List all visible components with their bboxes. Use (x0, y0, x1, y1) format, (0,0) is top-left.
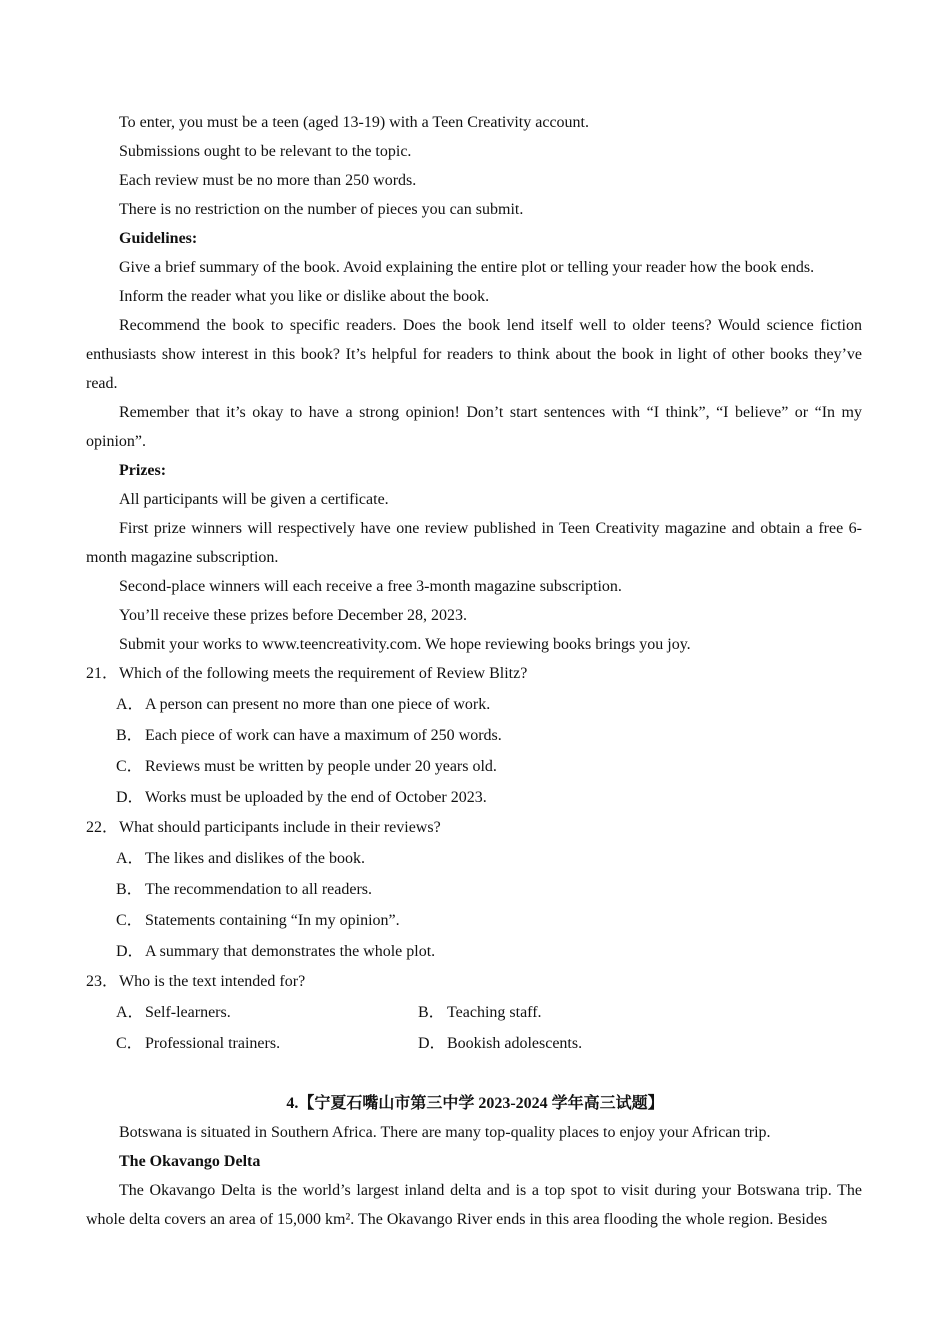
option-item (116, 726, 502, 746)
option-label: C． (116, 758, 143, 775)
option-item (116, 849, 365, 869)
prize-paragraph-text: First prize winners will respectively have one review published in Teen Creativity magazine and obtain a free 6-month magazine subscription. (86, 520, 862, 566)
prizes-heading: Prizes: (119, 462, 167, 479)
option-text: A summary that demonstrates the whole plot. (145, 943, 436, 960)
guideline-paragraph (86, 311, 862, 398)
option-label: C． (116, 1035, 143, 1052)
option-text: Statements containing “In my opinion”. (145, 912, 400, 929)
question-number: 23． (86, 973, 119, 990)
option-item (116, 788, 487, 808)
option-item (418, 1034, 582, 1054)
section-paragraph-text: The Okavango Delta is the world’s largest inland delta and is a top spot to visit during your Botswana trip. The whole delta covers an area of 15,000 km². The Okavango River ends in this area flooding the whole region. Besides (86, 1182, 862, 1228)
option-label: D． (418, 1035, 446, 1052)
rule-line: To enter, you must be a teen (aged 13-19) with a Teen Creativity account. (119, 114, 589, 131)
option-label: A． (116, 850, 144, 867)
option-label: B． (418, 1004, 445, 1021)
question-text: Which of the following meets the requirement of Review Blitz? (119, 665, 528, 682)
option-item (116, 757, 497, 777)
option-label: A． (116, 1004, 144, 1021)
prize-line: Second-place winners will each receive a free 3-month magazine subscription. (119, 578, 622, 595)
option-label: B． (116, 727, 143, 744)
section-title (0, 1094, 950, 1114)
section-paragraph (86, 1176, 862, 1234)
guideline-paragraph (86, 398, 862, 456)
rule-line: Submissions ought to be relevant to the topic. (119, 143, 412, 160)
guideline-line: Inform the reader what you like or dislike about the book. (119, 288, 490, 305)
option-label: C． (116, 912, 143, 929)
guideline-paragraph-text: Remember that it’s okay to have a strong opinion! Don’t start sentences with “I think”, “I believe” or “In my opinion”. (86, 404, 862, 450)
option-text: Each piece of work can have a maximum of 250 words. (145, 727, 502, 744)
question-21 (86, 664, 527, 684)
prize-line: All participants will be given a certificate. (119, 491, 389, 508)
question-number: 22． (86, 819, 119, 836)
option-text: Professional trainers. (145, 1035, 281, 1052)
option-text: A person can present no more than one piece of work. (145, 696, 491, 713)
guidelines-heading: Guidelines: (119, 230, 198, 247)
prize-line: Submit your works to www.teencreativity.com. We hope reviewing books brings you joy. (119, 636, 691, 653)
option-label: A． (116, 696, 144, 713)
rule-line: Each review must be no more than 250 words. (119, 172, 417, 189)
option-text: Works must be uploaded by the end of October 2023. (145, 789, 487, 806)
option-label: D． (116, 943, 144, 960)
section-intro: Botswana is situated in Southern Africa. There are many top-quality places to enjoy your African trip. (119, 1124, 771, 1141)
option-item (116, 695, 490, 715)
option-item (418, 1003, 542, 1023)
option-text: Teaching staff. (447, 1004, 542, 1021)
option-label: D． (116, 789, 144, 806)
option-item (116, 1003, 231, 1023)
option-item (116, 942, 435, 962)
question-text: What should participants include in their reviews? (119, 819, 441, 836)
guideline-paragraph-text: Recommend the book to specific readers. Does the book lend itself well to older teens? Would science fiction enthusiasts show interest in this book? It’s helpful for readers to think about the book in light of other books they’ve read. (86, 317, 862, 392)
option-text: The recommendation to all readers. (145, 881, 373, 898)
option-item (116, 1034, 280, 1054)
section-title-text: 【宁夏石嘴山市第三中学 2023-2024 学年高三试题】 (298, 1095, 664, 1112)
option-text: Reviews must be written by people under 20 years old. (145, 758, 497, 775)
option-text: The likes and dislikes of the book. (145, 850, 365, 867)
question-number: 21． (86, 665, 119, 682)
option-item (116, 880, 372, 900)
guideline-line: Give a brief summary of the book. Avoid explaining the entire plot or telling your reader how the book ends. (119, 259, 815, 276)
option-label: B． (116, 881, 143, 898)
option-text: Bookish adolescents. (447, 1035, 583, 1052)
question-23 (86, 972, 305, 992)
section-number: 4. (286, 1095, 299, 1112)
question-text: Who is the text intended for? (119, 973, 306, 990)
prize-paragraph (86, 514, 862, 572)
option-text: Self-learners. (145, 1004, 231, 1021)
question-22 (86, 818, 441, 838)
rule-line: There is no restriction on the number of pieces you can submit. (119, 201, 524, 218)
prize-line: You’ll receive these prizes before December 28, 2023. (119, 607, 468, 624)
option-item (116, 911, 400, 931)
section-subheading: The Okavango Delta (119, 1153, 261, 1170)
